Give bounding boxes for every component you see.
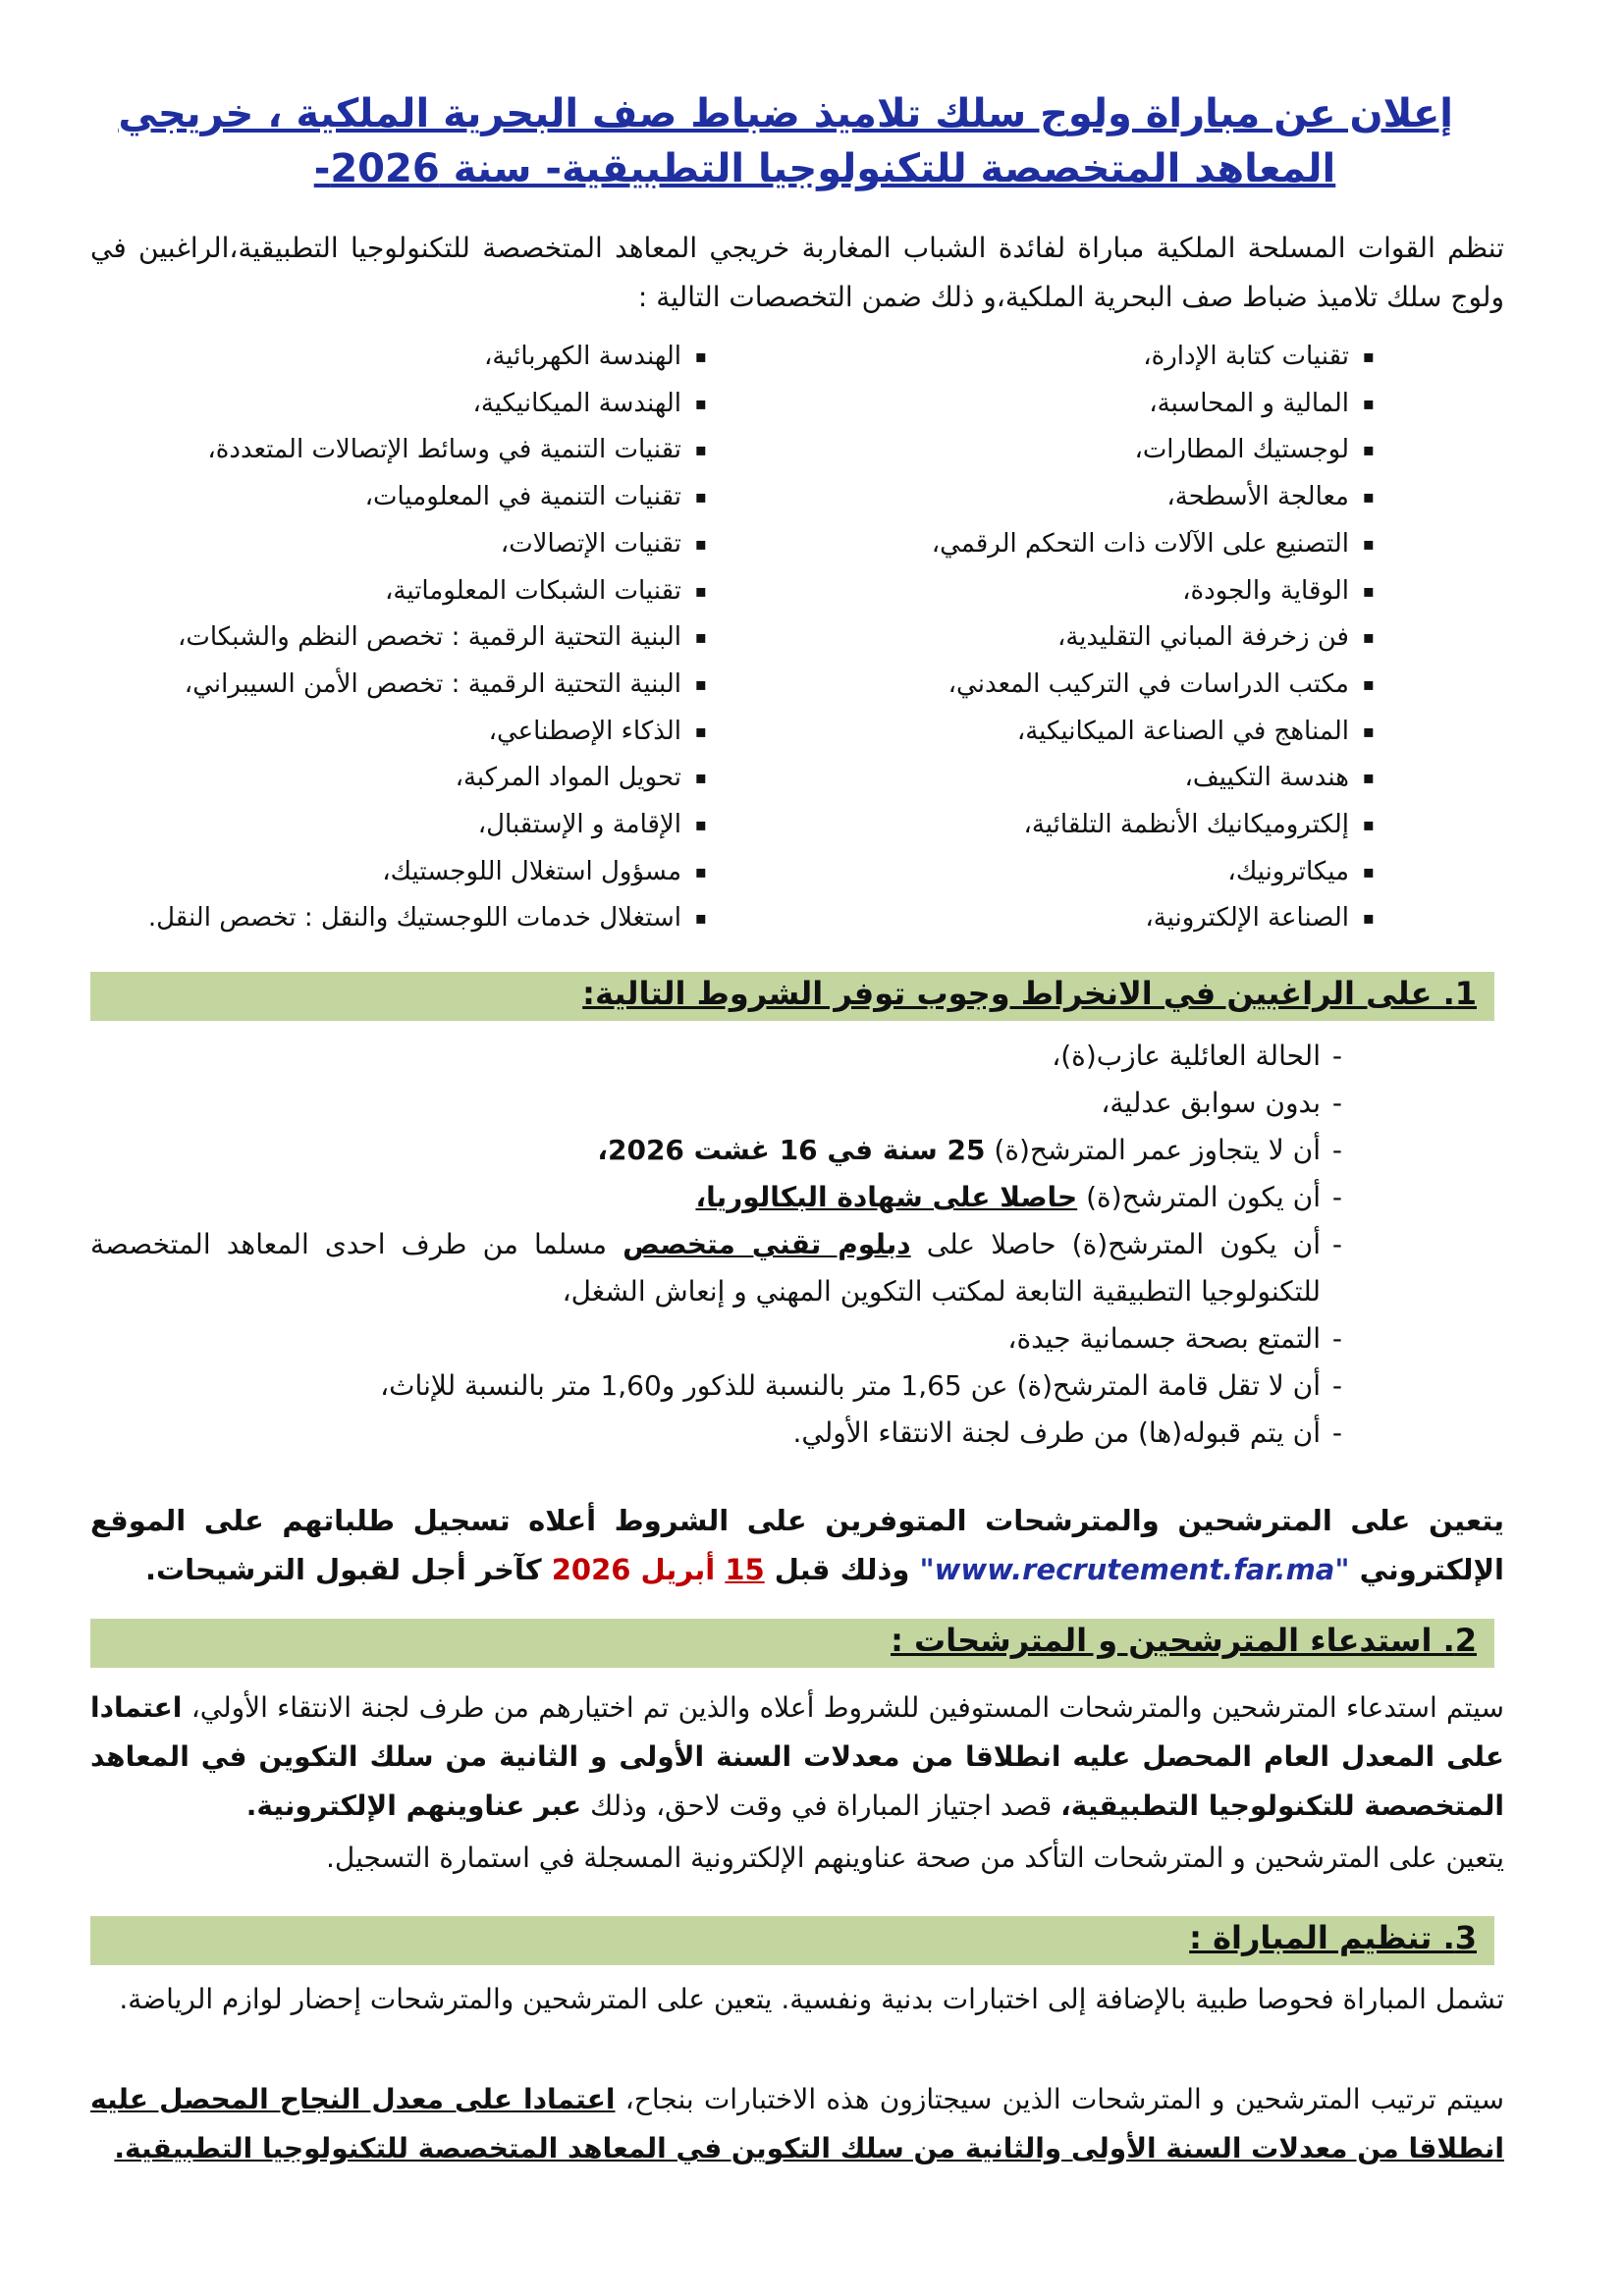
conditions-list — [90, 1033, 1342, 1457]
specialties-right-column — [825, 334, 1375, 942]
specialty-left-item: ▪ مسؤول استغلال اللوجستيك، — [128, 849, 707, 896]
condition-diploma — [90, 1221, 1342, 1315]
section-2-header-bar — [90, 1619, 1494, 1668]
section-1-header-bar — [90, 972, 1494, 1021]
specialty-right-item: ▪ المناهج في الصناعة الميكانيكية، — [825, 709, 1375, 756]
specialty-left-item: ▪ تحويل المواد المركبة، — [128, 755, 707, 802]
section-3-heading: 3. تنظيم المباراة : — [1189, 1919, 1477, 1956]
section-2-bold-email: عبر عناوينهم الإلكترونية. — [245, 1789, 582, 1822]
specialty-right-item: ▪ تقنيات كتابة الإدارة، — [825, 334, 1375, 381]
section-3-bold-criteria: اعتمادا على معدل النجاح المحصل عليه انطلاقا من معدلات السنة الأولى والثانية من سلك التكوين في المعاهد المتخصصة للتكنولوجيا التطبيقية. — [90, 2083, 1504, 2164]
section-2-bold-criteria: اعتمادا على المعدل العام المحصل عليه انطلاقا من معدلات السنة الأولى و الثانية من سلك التكوين في المعاهد المتخصصة للتكنولوجيا التطبيقية، — [90, 1691, 1504, 1822]
section-2-text-mid: قصد اجتياز المباراة في وقت لاحق، وذلك — [590, 1789, 1053, 1822]
condition-age — [90, 1127, 1342, 1174]
condition-age-limit: 25 سنة في 16 غشت 2026، — [597, 1134, 986, 1166]
specialties-left-column — [128, 334, 707, 942]
specialty-left-item: ▪ استغلال خدمات اللوجستيك والنقل : تخصص النقل. — [128, 895, 707, 942]
specialty-left-item: ▪ تقنيات التنمية في وسائط الإتصالات المتعددة، — [128, 427, 707, 474]
specialty-right-item: ▪ المالية و المحاسبة، — [825, 381, 1375, 428]
condition-marital-status: - الحالة العائلية عازب(ة)، — [90, 1033, 1342, 1080]
registration-website-link[interactable]: "www.recrutement.far.ma" — [919, 1553, 1350, 1586]
specialty-left-item: ▪ البنية التحتية الرقمية : تخصص الأمن السيبراني، — [128, 662, 707, 709]
specialty-right-item: ▪ الوقاية والجودة، — [825, 568, 1375, 615]
registration-paragraph — [90, 1496, 1504, 1594]
intro-paragraph: تنظم القوات المسلحة الملكية مباراة لفائدة الشباب المغاربة خريجي المعاهد المتخصصة للتكنولوجيا التطبيقية،الراغبين في ولوج سلك تلاميذ ضباط صف البحرية الملكية،و ذلك ضمن التخصصات التالية : — [90, 232, 1504, 313]
section-2-paragraph-1 — [90, 1683, 1504, 1831]
specialty-left-item: ▪ تقنيات الشبكات المعلوماتية، — [128, 568, 707, 615]
section-3-paragraph-2 — [90, 2075, 1504, 2173]
section-2-heading: 2. استدعاء المترشحين و المترشحات : — [891, 1622, 1477, 1659]
section-3-paragraph-1: تشمل المباراة فحوصا طبية بالإضافة إلى اختبارات بدنية ونفسية. يتعين على المترشحين والمترشحات إحضار لوازم الرياضة. — [119, 1983, 1504, 2015]
specialty-right-item: ▪ إلكتروميكانيك الأنظمة التلقائية، — [825, 802, 1375, 849]
condition-baccalaureate-text: أن يكون المترشح(ة) — [1086, 1181, 1321, 1213]
section-2-paragraph-2: يتعين على المترشحين و المترشحات التأكد من صحة عناوينهم الإلكترونية المسجلة في استمارة التسجيل. — [326, 1842, 1504, 1874]
specialty-right-item: ▪ معالجة الأسطحة، — [825, 474, 1375, 521]
condition-committee-acceptance: - أن يتم قبوله(ها) من طرف لجنة الانتقاء الأولي. — [90, 1410, 1342, 1457]
specialty-right-item: ▪ لوجستيك المطارات، — [825, 427, 1375, 474]
condition-baccalaureate — [90, 1174, 1342, 1221]
registration-deadline-suffix: كآخر أجل لقبول الترشيحات. — [144, 1553, 542, 1586]
registration-deadline-month: أبريل 2026 — [551, 1553, 716, 1586]
condition-diploma-text: أن يكون المترشح(ة) حاصلا على — [926, 1228, 1322, 1260]
specialty-left-item: ▪ البنية التحتية الرقمية : تخصص النظم والشبكات، — [128, 614, 707, 662]
condition-diploma-suffix: مسلما من طرف احدى المعاهد المتخصصة للتكنولوجيا التطبيقية التابعة لمكتب التكوين المهني و إنعاش الشغل، — [90, 1228, 1321, 1308]
specialty-left-item: ▪ تقنيات الإتصالات، — [128, 521, 707, 568]
specialty-left-item: ▪ الهندسة الكهربائية، — [128, 334, 707, 381]
specialty-right-item: ▪ هندسة التكييف، — [825, 755, 1375, 802]
condition-baccalaureate-emphasis: حاصلا على شهادة البكالوريا، — [695, 1181, 1078, 1213]
condition-health: - التمتع بصحة جسمانية جيدة، — [90, 1315, 1342, 1362]
section-3-text: سيتم ترتيب المترشحين و المترشحات الذين سيجتازون هذه الاختبارات بنجاح، — [624, 2083, 1504, 2115]
registration-deadline-day: 15 — [725, 1553, 765, 1586]
condition-criminal-record: - بدون سوابق عدلية، — [90, 1080, 1342, 1127]
section-1-heading: 1. على الراغبين في الانخراط وجوب توفر الشروط التالية: — [582, 975, 1477, 1012]
specialty-right-item: ▪ التصنيع على الآلات ذات التحكم الرقمي، — [825, 521, 1375, 568]
specialty-left-item: ▪ الذكاء الإصطناعي، — [128, 709, 707, 756]
specialty-right-item: ▪ الصناعة الإلكترونية، — [825, 895, 1375, 942]
condition-diploma-emphasis: دبلوم تقني متخصص — [623, 1228, 911, 1260]
registration-deadline-text: وذلك قبل — [774, 1553, 910, 1586]
announcement-title-line2: المعاهد المتخصصة للتكنولوجيا التطبيقية- سنة 2026- — [313, 146, 1336, 191]
registration-text: يتعين على المترشحين والمترشحات المتوفرين على الشروط أعلاه تسجيل طلباتهم على الموقع الإلكتروني — [90, 1504, 1504, 1586]
specialty-left-item: ▪ الإقامة و الإستقبال، — [128, 802, 707, 849]
condition-age-text: أن لا يتجاوز عمر المترشح(ة) — [994, 1134, 1321, 1166]
specialty-left-item: ▪ الهندسة الميكانيكية، — [128, 381, 707, 428]
announcement-title-line1: إعلان عن مباراة ولوج سلك تلاميذ ضباط صف البحرية الملكية ، خريجي — [118, 91, 1453, 136]
condition-height: - أن لا تقل قامة المترشح(ة) عن 1,65 متر بالنسبة للذكور و1,60 متر بالنسبة للإناث، — [90, 1362, 1342, 1410]
specialty-right-item: ▪ مكتب الدراسات في التركيب المعدني، — [825, 662, 1375, 709]
section-3-header-bar — [90, 1916, 1494, 1965]
specialty-right-item: ▪ ميكاترونيك، — [825, 849, 1375, 896]
specialty-left-item: ▪ تقنيات التنمية في المعلوميات، — [128, 474, 707, 521]
specialty-right-item: ▪ فن زخرفة المباني التقليدية، — [825, 614, 1375, 662]
section-2-text: سيتم استدعاء المترشحين والمترشحات المستوفين للشروط أعلاه والذين تم اختيارهم من طرف لجنة الانتقاء الأولي، — [190, 1691, 1504, 1724]
